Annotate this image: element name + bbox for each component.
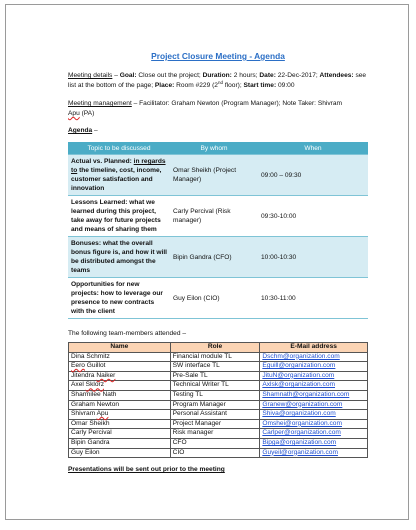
name-word: Eero [71,362,85,370]
goal-label: Goal: [119,72,137,79]
footer-note: Presentations will be sent out prior to the meeting [68,466,225,474]
name-word: Sheikh [89,419,110,427]
page-title: Project Closure Meeting - Agenda [151,51,285,61]
date-label: Date: [259,72,276,79]
member-name [69,438,171,448]
member-email-link[interactable]: Shamnath@organization.com [260,390,368,400]
management-text-end: (PA) [81,110,95,117]
place-label: Place: [154,82,175,89]
member-email-link[interactable]: Axlsk@organization.com [260,381,368,391]
duration-value: 2 hours; [233,72,258,79]
agenda-label: Agenda [68,127,93,134]
agenda-when: 09:30-10:00 [258,196,368,237]
member-name [69,419,171,429]
table-row [69,400,368,410]
name-word: Bipin [71,438,86,446]
team-header-row [69,343,368,353]
agenda-col-when: When [258,143,368,155]
member-name [69,390,171,400]
name-word: Apu [96,410,109,418]
agenda-topic [68,155,170,196]
name-word: Graham [71,400,95,408]
note-taker-surname: Apu [68,110,80,117]
member-role: Financial module TL [170,352,260,362]
member-email-link[interactable]: Omshei@organization.com [260,419,368,429]
table-row [69,419,368,429]
name-word: Jitendra [71,371,95,379]
member-email-link[interactable]: Carlper@organization.com [260,429,368,439]
document-body [68,51,368,473]
member-role: Testing TL [170,390,260,400]
attendees-label: Attendees: [319,72,354,79]
table-row [69,362,368,372]
name-word: Axel [71,381,84,389]
name-word: Nath [102,390,117,398]
agenda-header-row [68,143,368,155]
member-email-link[interactable]: Bipga@organization.com [260,438,368,448]
team-col-role: Role [170,343,260,353]
member-role: Risk manager [170,429,260,439]
member-email-link[interactable]: Granew@organization.com [260,400,368,410]
agenda-row [68,155,368,196]
table-row [69,410,368,420]
duration-label: Duration: [202,72,232,79]
team-col-email: E-Mail address [260,343,368,353]
name-word: Dina [71,352,85,360]
member-name [69,362,171,372]
place-superscript: nd [217,79,223,85]
name-word: Shivram [71,410,96,418]
member-role: Pre-Sale TL [170,371,260,381]
agenda-whom: Omar Sheikh (Project Manager) [170,155,258,196]
agenda-whom: Carly Percival (Risk manager) [170,196,258,237]
table-row [69,352,368,362]
member-email-link[interactable]: Dschm@organization.com [260,352,368,362]
team-col-name: Name [69,343,171,353]
name-word: Newton [96,400,120,408]
table-row [69,390,368,400]
team-heading: The following team-members attended – [68,330,187,337]
agenda-topic: Opportunities for new projects: how to leverage our presence to new contracts with the client [68,278,170,319]
topic-underlined: in regards to [71,158,166,174]
member-role: CFO [170,438,260,448]
table-row [69,429,368,439]
name-word: Percival [88,429,112,437]
attendees-value: see list at the bottom of the page; [68,72,367,89]
member-name [69,381,171,391]
management-heading: Meeting management [68,100,132,107]
meeting-management [68,99,368,119]
name-word: Eilon [84,448,100,456]
name-word: Omar [71,419,88,427]
agenda-whom: Guy Eilon (CIO) [170,278,258,319]
name-word: Sklorz [85,381,104,389]
name-word: Schmitz [86,352,110,360]
agenda-when: 10:30-11:00 [258,278,368,319]
agenda-col-whom: By whom [170,143,258,155]
agenda-topic: Bonuses: what the overall bonus figure is, and how it will be distributed amongst the teams [68,237,170,278]
agenda-row [68,278,368,319]
agenda-dash: – [94,127,98,134]
name-word: Carly [71,429,87,437]
topic-text: Actual vs. Planned: [71,158,132,165]
member-name [69,371,171,381]
team-table [68,342,368,458]
start-value: 09:00 [277,82,295,89]
member-name [69,429,171,439]
place-value: Room #229 (2 [176,82,218,89]
name-word: Guy [71,448,84,456]
name-word: Sharmilee [71,390,101,398]
agenda-table [68,142,368,319]
member-role: Personal Assistant [170,410,260,420]
table-row [69,381,368,391]
agenda-topic: Lessons Learned: what we learned during this project, take away for future projects and means of sharing them [68,196,170,237]
member-name [69,448,171,458]
member-name [69,400,171,410]
member-role: CIO [170,448,260,458]
agenda-whom: Bipin Gandra (CFO) [170,237,258,278]
table-row [69,438,368,448]
member-role: Program Manager [170,400,260,410]
place-value-end: floor); [224,82,242,89]
details-heading: Meeting details [68,72,113,79]
agenda-heading [68,127,368,134]
member-email-link[interactable]: Guyeil@organization.com [260,448,368,458]
agenda-row [68,196,368,237]
member-email-link[interactable]: Eguill@organization.com [260,362,368,372]
agenda-col-topic: Topic to be discussed [68,143,170,155]
topic-text-end: the timeline, cost, income, customer satisfaction and innovation [71,167,162,192]
name-word: Naiker [96,371,116,379]
member-email-link[interactable]: JituN@organization.com [260,371,368,381]
table-row [69,371,368,381]
member-name [69,352,171,362]
member-name [69,410,171,420]
dash: – [114,72,118,79]
name-word: Gandra [87,438,110,446]
agenda-row [68,237,368,278]
management-text: – Facilitator: Graham Newton (Program Manager); Note Taker: Shivram [133,100,343,107]
agenda-when: 09:00 – 09:30 [258,155,368,196]
member-email-link[interactable]: Shiva@organization.com [260,410,368,420]
start-label: Start time: [243,82,277,89]
date-value: 22-Dec-2017; [277,72,318,79]
team-rows [69,352,368,458]
goal-value: Close out the project; [138,72,201,79]
member-role: Technical Writer TL [170,381,260,391]
member-role: SW interface TL [170,362,260,372]
document-page [5,4,409,520]
table-row [69,448,368,458]
member-role: Project Manager [170,419,260,429]
name-word: Guillot [86,362,106,370]
meeting-details [68,71,368,91]
agenda-when: 10:00-10:30 [258,237,368,278]
